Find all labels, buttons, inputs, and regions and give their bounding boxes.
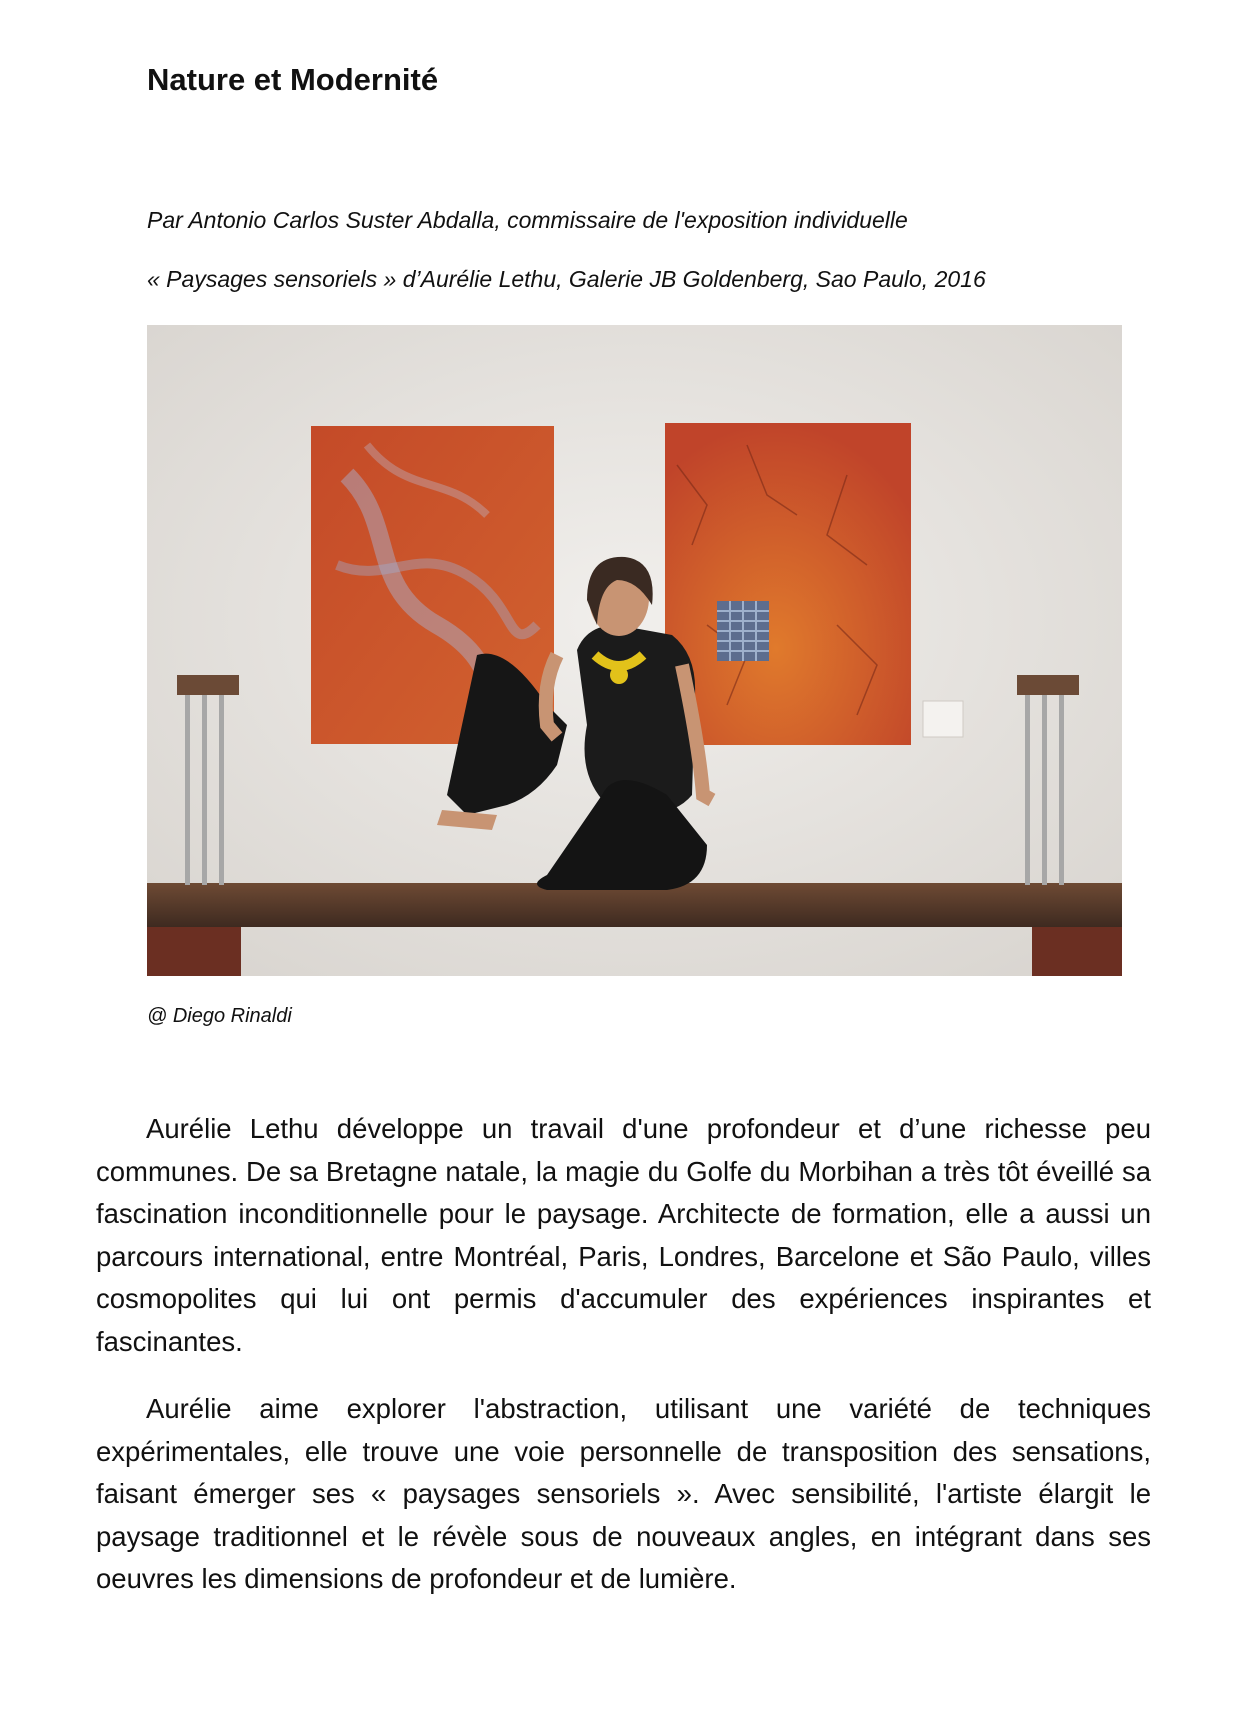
body-paragraph: Aurélie Lethu développe un travail d'une profondeur et d’une richesse peu communes. De sa Bretagne natale, la magie du Golfe du Morbihan a très tôt éveillé sa fascination inconditionnelle pour le paysage. Architecte de formation, elle a aussi un parcours international, entre Montréal, Paris, Londres, Barcelone et São Paulo, villes cosmopolites qui lui ont permis d'accumuler des expériences inspirantes et fascinantes. <box>96 1113 1151 1357</box>
page-title: Nature et Modernité <box>147 62 439 97</box>
photo-credit: @ Diego Rinaldi <box>147 1005 292 1027</box>
byline-author: Par Antonio Carlos Suster Abdalla, commissaire de l'exposition individuelle <box>147 207 908 233</box>
blue-tile-grid <box>717 601 769 661</box>
body-paragraph: Aurélie aime explorer l'abstraction, utilisant une variété de techniques expérimentales, elle trouve une voie personnelle de transposition des sensations, faisant émerger ses « paysages sensoriels ». Avec sensibilité, l'artiste élargit le paysage traditionnel et le révèle sous de nouveaux angles, en intégrant dans ses oeuvres les dimensions de profondeur et de lumière. <box>96 1393 1151 1594</box>
exhibition-photo <box>147 325 1122 976</box>
painting-right <box>665 423 911 745</box>
wall-label <box>923 701 963 737</box>
byline-exhibition: « Paysages sensoriels » d’Aurélie Lethu, Galerie JB Goldenberg, Sao Paulo, 2016 <box>147 266 986 292</box>
